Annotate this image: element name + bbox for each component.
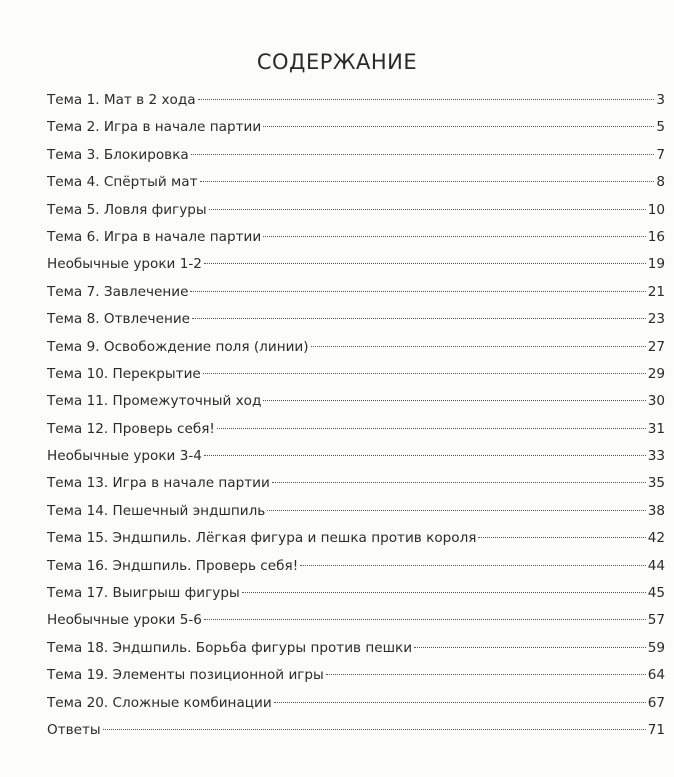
toc-entry <box>47 224 665 251</box>
toc-entry-title: Тема 15. Эндшпиль. Лёгкая фигура и пешка против короля <box>47 530 477 547</box>
dot-leader <box>263 400 645 401</box>
toc-entry-title: Тема 5. Ловля фигуры <box>47 201 207 218</box>
table-of-contents <box>47 87 665 744</box>
toc-entry-title: Тема 20. Сложные комбинации <box>47 694 272 711</box>
toc-entry-page-number: 64 <box>647 667 665 684</box>
dot-leader <box>272 482 646 483</box>
toc-entry-title: Тема 19. Элементы позиционной игры <box>47 667 324 684</box>
toc-entry-page-number: 30 <box>647 393 665 410</box>
toc-entry-title: Тема 16. Эндшпиль. Проверь себя! <box>47 557 299 574</box>
toc-entry-page-number: 23 <box>647 311 665 328</box>
dot-leader <box>103 729 646 730</box>
toc-entry-page-number: 71 <box>647 721 665 738</box>
dot-leader <box>300 565 646 566</box>
toc-entry <box>47 197 665 224</box>
toc-entry-page-number: 35 <box>647 475 665 492</box>
toc-entry-title: Тема 14. Пешечный эндшпиль <box>47 502 266 519</box>
toc-entry <box>47 361 665 388</box>
toc-entry-page-number: 33 <box>647 448 665 465</box>
toc-entry-title: Необычные уроки 5-6 <box>47 612 202 629</box>
toc-entry-title: Тема 1. Мат в 2 хода <box>47 92 196 108</box>
toc-entry <box>47 498 665 525</box>
dot-leader <box>204 263 646 264</box>
dot-leader <box>204 619 646 620</box>
toc-entry-page-number: 19 <box>647 256 665 273</box>
toc-entry-page-number: 45 <box>647 585 665 602</box>
toc-entry <box>47 142 665 169</box>
dot-leader <box>204 455 646 456</box>
dot-leader <box>311 346 646 347</box>
dot-leader <box>198 99 655 100</box>
toc-entry-title: Тема 13. Игра в начале партии <box>47 475 270 492</box>
toc-entry-page-number: 44 <box>647 557 665 574</box>
toc-entry-page-number: 59 <box>647 639 665 656</box>
toc-entry <box>47 443 665 470</box>
dot-leader <box>326 674 646 675</box>
toc-entry <box>47 690 665 717</box>
toc-entry <box>47 416 665 443</box>
toc-entry <box>47 553 665 580</box>
toc-entry <box>47 279 665 306</box>
toc-entry-page-number: 7 <box>656 146 665 163</box>
toc-entry-title: Необычные уроки 3-4 <box>47 448 202 465</box>
dot-leader <box>242 592 646 593</box>
toc-entry <box>47 525 665 552</box>
toc-entry <box>47 635 665 662</box>
toc-entry <box>47 169 665 196</box>
toc-entry <box>47 717 665 744</box>
toc-entry-title: Тема 3. Блокировка <box>47 146 189 163</box>
toc-entry-page-number: 21 <box>647 283 665 300</box>
dot-leader <box>274 702 646 703</box>
dot-leader <box>192 318 646 319</box>
toc-entry-title: Тема 18. Эндшпиль. Борьба фигуры против пешки <box>47 639 413 656</box>
toc-entry-page-number: 57 <box>647 612 665 629</box>
toc-entry-page-number: 10 <box>647 201 665 218</box>
toc-entry <box>47 607 665 634</box>
dot-leader <box>263 126 654 127</box>
toc-entry-page-number: 3 <box>656 92 665 108</box>
toc-entry <box>47 470 665 497</box>
toc-entry-title: Тема 9. Освобождение поля (линии) <box>47 338 309 355</box>
toc-entry-page-number: 42 <box>647 530 665 547</box>
toc-entry-page-number: 5 <box>656 119 665 136</box>
dot-leader <box>478 537 645 538</box>
toc-entry-title: Тема 8. Отвлечение <box>47 311 191 328</box>
dot-leader <box>217 428 646 429</box>
toc-entry-title: Необычные уроки 1-2 <box>47 256 202 273</box>
dot-leader <box>263 236 646 237</box>
toc-entry-page-number: 27 <box>647 338 665 355</box>
toc-entry <box>47 114 665 141</box>
toc-entry-title: Тема 7. Завлечение <box>47 283 189 300</box>
toc-entry-title: Тема 4. Спёртый мат <box>47 174 198 191</box>
toc-entry <box>47 306 665 333</box>
toc-entry-title: Тема 12. Проверь себя! <box>47 420 215 437</box>
toc-entry <box>47 334 665 361</box>
dot-leader <box>190 291 645 292</box>
toc-entry-title: Тема 17. Выигрыш фигуры <box>47 585 240 602</box>
toc-entry-title: Тема 11. Промежуточный ход <box>47 393 262 410</box>
page-title: СОДЕРЖАНИЕ <box>256 50 418 74</box>
toc-entry-page-number: 67 <box>647 694 665 711</box>
toc-entry-page-number: 8 <box>656 174 665 191</box>
toc-entry-page-number: 31 <box>647 420 665 437</box>
toc-entry-page-number: 16 <box>647 228 665 245</box>
dot-leader <box>414 647 646 648</box>
toc-entry <box>47 251 665 278</box>
dot-leader <box>203 373 646 374</box>
dot-leader <box>209 209 646 210</box>
toc-entry <box>47 388 665 415</box>
toc-entry-page-number: 29 <box>647 365 665 382</box>
toc-entry-title: Тема 2. Игра в начале партии <box>47 119 262 136</box>
toc-entry-page-number: 38 <box>647 502 665 519</box>
toc-entry-title: Тема 10. Перекрытие <box>47 365 201 382</box>
dot-leader <box>267 510 645 511</box>
dot-leader <box>200 181 655 182</box>
toc-entry <box>47 662 665 689</box>
toc-entry <box>47 87 665 114</box>
toc-entry-title: Тема 6. Игра в начале партии <box>47 228 262 245</box>
toc-entry-title: Ответы <box>47 721 101 738</box>
dot-leader <box>191 154 655 155</box>
toc-entry <box>47 580 665 607</box>
